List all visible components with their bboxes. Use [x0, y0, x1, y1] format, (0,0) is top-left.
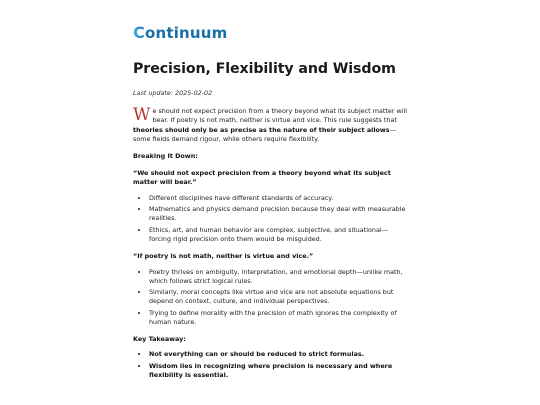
list-item: • Wisdom lies in recognizing where precision is necessary and where flexibility is essential. [149, 362, 408, 381]
list-item: • Different disciplines have different standards of accuracy. [149, 194, 408, 203]
list-item: • Trying to define morality with the precision of math ignores the complexity of human nature. [149, 309, 408, 328]
list-item: • Ethics, art, and human behavior are complex, subjective, and situational—forcing rigid precision onto them would be misguided. [149, 226, 408, 245]
list-item: • Similarly, moral concepts like virtue and vice are not absolute equations but depend on context, culture, and individual perspectives. [149, 288, 408, 307]
quote-1: “We should not expect precision from a theory beyond what its subject matter will bear.” [133, 169, 391, 187]
quote-2-list [133, 268, 408, 328]
intro-paragraph [133, 107, 408, 144]
drop-cap: W [133, 105, 151, 125]
site-logo[interactable] [133, 23, 228, 42]
takeaway-heading: Key Takeaway: [133, 335, 186, 344]
intro-bold: theories should only be as precise as the nature of their subject allows [133, 125, 390, 134]
last-update: Last update: 2025-02-02 [133, 89, 213, 97]
quote-2: “If poetry is not math, neither is virtue and vice.” [133, 252, 314, 261]
quote-1-list [133, 194, 408, 244]
article-title: Precision, Flexibility and Wisdom [133, 61, 396, 77]
intro-text-before: e should not expect precision from a theory beyond what its subject matter will bear. If poetry is not math, neither is virtue and vice. This rule suggests that [152, 107, 408, 125]
breakdown-heading: Breaking It Down: [133, 152, 198, 161]
intro-text-after: —some fields demand rigour, while others require flexibility. [133, 125, 397, 143]
list-item: • Not everything can or should be reduced to strict formulas. [149, 350, 408, 359]
logo-mark: C [133, 23, 145, 42]
takeaway-list [133, 350, 408, 380]
logo-text: ontinuum [144, 24, 228, 42]
list-item: • Poetry thrives on ambiguity, interpretation, and emotional depth—unlike math, which follows strict logical rules. [149, 268, 408, 287]
article [133, 60, 408, 382]
list-item: • Mathematics and physics demand precision because they deal with measurable realities. [149, 205, 408, 224]
